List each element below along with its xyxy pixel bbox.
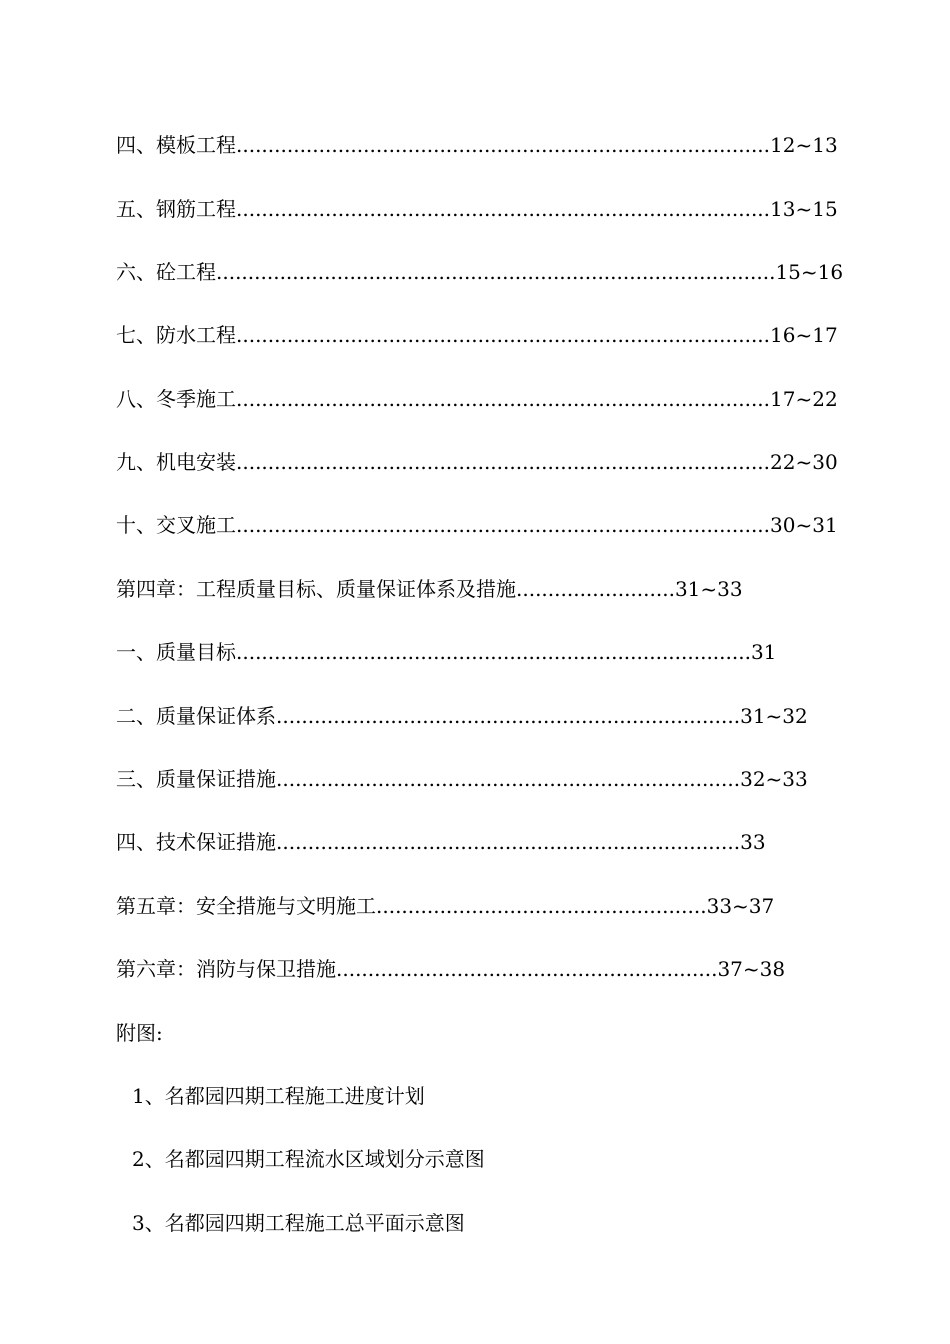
toc-leader-dots: .................................................................................... (236, 387, 771, 411)
toc-entry-label: 二、质量保证体系 (116, 704, 276, 728)
toc-entry-waterproofing (116, 320, 838, 350)
toc-page-number: 16~17 (770, 323, 838, 347)
toc-leader-dots: .................................................................................... (236, 197, 771, 221)
toc-entry-label: 一、质量目标 (116, 640, 236, 664)
toc-entry-chapter-6 (116, 954, 785, 984)
toc-entry-label: 四、技术保证措施 (116, 830, 276, 854)
appendix-item: 1、名都园四期工程施工进度计划 (132, 1084, 425, 1108)
toc-entry-chapter-5 (116, 891, 774, 921)
appendix-title: 附图: (116, 1021, 163, 1045)
toc-leader-dots: ............................................................ (336, 957, 718, 981)
toc-leader-dots: .................................................... (376, 894, 707, 918)
toc-leader-dots: ................................................................................. (236, 640, 751, 664)
toc-entry-label: 十、交叉施工 (116, 513, 236, 537)
appendix-item: 3、名都园四期工程施工总平面示意图 (132, 1211, 465, 1235)
appendix-item: 2、名都园四期工程流水区域划分示意图 (132, 1147, 485, 1171)
toc-entry-label: 三、质量保证措施 (116, 767, 276, 791)
toc-entry-mep-installation (116, 447, 838, 477)
toc-leader-dots: ......................................................................... (276, 767, 741, 791)
toc-entry-winter-construction (116, 384, 838, 414)
toc-entry-cross-construction (116, 510, 838, 540)
toc-leader-dots: ......................................................................... (276, 704, 741, 728)
toc-page-number: 33~37 (706, 894, 775, 918)
toc-page-number: 31 (750, 640, 777, 664)
toc-entry-label: 八、冬季施工 (116, 387, 236, 411)
toc-entry-quality-target (116, 637, 776, 667)
toc-leader-dots: ......................................................................... (276, 830, 741, 854)
toc-entry-concrete-work (116, 257, 843, 287)
toc-page-number: 33 (740, 830, 766, 854)
toc-leader-dots: .................................................................................... (236, 133, 771, 157)
toc-page-number: 13~15 (770, 197, 838, 221)
toc-entry-rebar-work (116, 194, 838, 224)
toc-entry-label: 四、模板工程 (116, 133, 236, 157)
toc-page-number: 31~33 (674, 577, 743, 601)
toc-entry-label: 第五章：安全措施与文明施工 (116, 894, 376, 918)
toc-page-number: 22~30 (770, 450, 838, 474)
toc-entry-quality-system (116, 701, 808, 731)
toc-leader-dots: .................................................................................... (236, 450, 771, 474)
toc-page-number: 31~32 (740, 704, 808, 728)
toc-entry-chapter-4 (116, 574, 743, 604)
toc-page-number: 32~33 (740, 767, 808, 791)
toc-leader-dots: .................................................................................... (236, 323, 771, 347)
toc-entry-label: 第四章：工程质量目标、质量保证体系及措施 (116, 577, 516, 601)
toc-entry-technical-measures (116, 827, 766, 857)
toc-entry-template-work (116, 130, 838, 160)
toc-leader-dots: ........................................................................................ (216, 260, 776, 284)
toc-leader-dots: .................................................................................... (236, 513, 771, 537)
toc-entry-label: 五、钢筋工程 (116, 197, 236, 221)
toc-entry-label: 七、防水工程 (116, 323, 236, 347)
toc-page-number: 37~38 (717, 957, 786, 981)
toc-entry-label: 第六章：消防与保卫措施 (116, 957, 336, 981)
toc-entry-quality-measures (116, 764, 808, 794)
toc-page-number: 12~13 (770, 133, 838, 157)
toc-page-number: 15~16 (775, 260, 844, 284)
toc-entry-label: 六、砼工程 (116, 260, 216, 284)
toc-page-number: 17~22 (770, 387, 838, 411)
toc-page-number: 30~31 (770, 513, 838, 537)
toc-entry-label: 九、机电安装 (116, 450, 236, 474)
toc-leader-dots: ......................... (516, 577, 675, 601)
